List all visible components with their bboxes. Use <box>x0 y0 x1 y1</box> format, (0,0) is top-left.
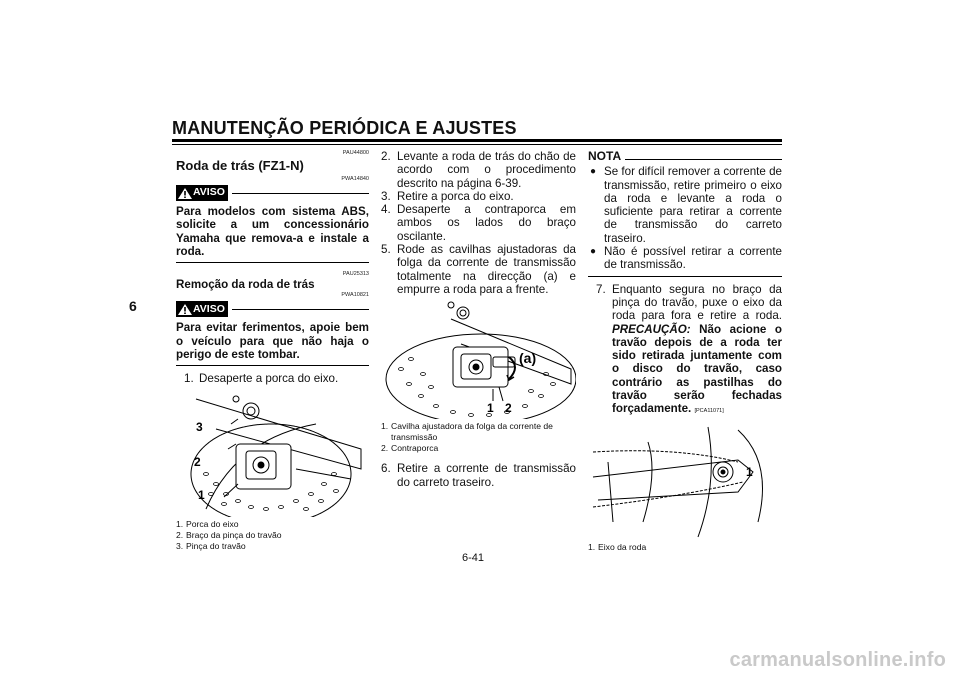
label-1: 1 <box>487 401 494 416</box>
divider <box>588 276 782 277</box>
figure-captions <box>588 542 782 553</box>
step-item: 2. Levante a roda de trás do chão de acordo com o procedimento descrito na página 6-39. <box>381 150 576 190</box>
note-bullets <box>588 165 782 271</box>
warning-text: Para modelos com sistema ABS, solicite a um concessionário Yamaha que remova-a e instale a roda. <box>176 205 369 258</box>
label-2: 2 <box>194 454 201 469</box>
step-item: 3. Retire a porca do eixo. <box>381 189 514 203</box>
step-list <box>588 283 782 419</box>
warning-label: AVISO <box>193 186 225 199</box>
step-item: 1. Desaperte a porca do eixo. <box>184 372 339 386</box>
caption-item: 1. Eixo da roda <box>588 541 647 552</box>
title-rule-thick <box>172 139 782 142</box>
ref-code: PAU25313 <box>342 271 369 278</box>
page-number: 6-41 <box>462 552 485 564</box>
step-item: 7. Enquanto segura no braço da pinça do travão, puxe o eixo da roda para fora e retire a roda. PRECAUÇÃO: Não acione o travão depois de a roda ter sido retirada juntamente com o disco do travão, caso contrário as pastilhas do travão serão fechadas forçadamente. [PCA11071] <box>596 282 782 416</box>
warning-triangle-icon <box>177 187 193 200</box>
caption-item: 2. Braço da pinça do travão <box>176 529 282 540</box>
divider <box>176 365 369 366</box>
note-bullet-item: ● Se for difícil remover a corrente de transmissão, retire primeiro o eixo da roda e levante a roda o suficiente para retirar a corrente de transmissão do carreto traseiro. <box>590 165 782 245</box>
figure-captions <box>381 421 576 454</box>
wheel-axle-illustration <box>588 422 778 540</box>
chain-adjuster-illustration <box>381 299 576 419</box>
axle-nut-illustration <box>176 389 366 517</box>
divider <box>176 262 369 263</box>
step-list <box>381 150 576 296</box>
caption-item: 1. Cavilha ajustadora da folga da corrente de transmissão <box>381 421 553 443</box>
ref-code: [PCA11071] <box>694 408 724 415</box>
subsection-heading: Remoção da roda de trás <box>176 278 315 292</box>
label-2: 2 <box>505 401 512 416</box>
column-2 <box>381 150 576 489</box>
ref-code: PWA10821 <box>341 292 369 299</box>
step-item: 4. Desaperte a contraporca em ambos os lados do braço oscilante. <box>381 203 576 243</box>
bullet-icon: ● <box>590 166 597 178</box>
figure-captions <box>176 519 369 552</box>
step-item: 6. Retire a corrente de transmissão do carreto traseiro. <box>381 462 576 489</box>
warning-text: Para evitar ferimentos, apoie bem o veículo para que não haja o perigo de este tombar. <box>176 321 369 362</box>
ref-code: PAU44800 <box>342 150 369 156</box>
title-rule-thin <box>172 144 782 145</box>
step-list <box>381 462 576 489</box>
warning-label: AVISO <box>193 302 225 315</box>
ref-code: PWA14840 <box>341 176 369 182</box>
label-a: (a) <box>519 350 537 367</box>
label-1: 1 <box>198 487 205 502</box>
warning-header <box>176 185 369 201</box>
step-item: 5. Rode as cavilhas ajustadoras da folga da corrente de transmissão totalmente na direcção (a) e empurre a roda para a frente. <box>381 243 576 296</box>
caption-item: 3. Pinça do travão <box>176 540 246 551</box>
note-label: NOTA <box>588 149 622 163</box>
caution-label: PRECAUÇÃO: <box>612 322 691 336</box>
caution-text: Não acione o travão depois de a roda ter sido retirada juntamente com o disco do travão, caso contrário as pastilhas do travão serão fechadas forçadamente. <box>612 322 782 416</box>
step-text: Enquanto segura no braço da pinça do travão, puxe o eixo da roda para fora e retire a roda. <box>612 282 782 323</box>
section-heading: Roda de trás (FZ1-N) <box>176 158 304 173</box>
note-bullet-item: ● Não é possível retirar a corrente de transmissão. <box>590 245 782 272</box>
caption-item: 2. Contraporca <box>381 443 439 454</box>
label-1: 1 <box>746 464 753 479</box>
warning-header <box>176 301 369 317</box>
note-header <box>588 150 782 163</box>
step-list <box>176 372 369 385</box>
caption-item: 1. Porca do eixo <box>176 518 239 529</box>
warning-triangle-icon <box>177 303 193 316</box>
page-title: MANUTENÇÃO PERIÓDICA E AJUSTES <box>172 118 517 138</box>
label-3: 3 <box>196 419 203 434</box>
watermark: carmanualsonline.info <box>729 649 946 671</box>
column-3 <box>588 150 782 553</box>
bullet-icon: ● <box>590 246 597 258</box>
column-1 <box>176 150 369 552</box>
chapter-tab: 6 <box>129 298 137 314</box>
